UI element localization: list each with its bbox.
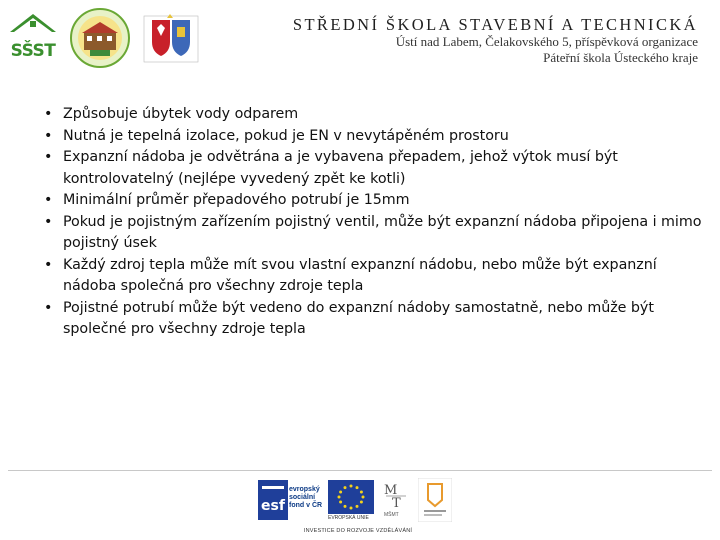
svg-text:M: M (384, 483, 398, 498)
footer-caption: INVESTICE DO ROZVOJE VZDĚLÁVÁNÍ (303, 528, 413, 534)
bullet-item: • Způsobuje úbytek vody odparem (44, 104, 708, 126)
eu-flag-icon (328, 480, 374, 514)
ssst-logo-text: SŠST (10, 41, 56, 61)
bullet-list (44, 104, 708, 341)
school-address: Ústí nad Labem, Čelakovského 5, příspěvková organizace (395, 34, 698, 49)
bullet-item: • Minimální průměr přepadového potrubí je 15mm (44, 190, 708, 212)
esf-logo (258, 480, 324, 524)
bullet-item: • Pokud je pojistným zařízením pojistný ventil, může být expanzní nádoba připojena i mimo pojistný úsek (44, 212, 708, 255)
footer-logos (258, 478, 458, 536)
bullet-item: • Pojistné potrubí může být vedeno do expanzní nádoby samostatně, nebo může být společné pro všechny zdroje tepla (44, 298, 708, 341)
school-tagline: Páteřní škola Ústeckého kraje (543, 50, 698, 65)
msmt-text: MŠMT (384, 512, 399, 518)
esf-text: evropský sociální fond v ČR (289, 486, 323, 509)
ssst-logo-icon (6, 12, 60, 64)
eu-flag-logo (328, 480, 378, 526)
bullet-item: • Nutná je tepelná izolace, pokud je EN v nevytápěném prostoru (44, 126, 708, 148)
slide-header (0, 0, 720, 72)
region-crest-logo (140, 10, 202, 66)
esf-logo-icon (258, 480, 288, 520)
msmt-logo-icon (382, 480, 410, 510)
msmt-logo (382, 480, 412, 526)
opvk-logo-icon (418, 478, 452, 522)
svg-text:esf: esf (261, 498, 285, 514)
logo-group (6, 8, 202, 68)
region-crest-icon (140, 10, 202, 66)
svg-text:T: T (392, 496, 401, 510)
opvk-logo (418, 478, 454, 526)
bullet-item: • Každý zdroj tepla může mít svou vlastní expanzní nádobu, nebo může být expanzní nádoba společná pro všechny zdroje tepla (44, 255, 708, 298)
bullet-item: • Expanzní nádoba je odvětrána a je vybavena přepadem, jehož výtok musí být kontrolovatelný (nejlépe vyvedený zpět ke kotli) (44, 147, 708, 190)
school-emblem-icon (72, 10, 128, 66)
footer-divider (8, 470, 712, 471)
school-emblem-logo (70, 8, 130, 68)
ssst-logo (6, 12, 60, 64)
school-name: STŘEDNÍ ŠKOLA STAVEBNÍ A TECHNICKÁ (292, 15, 698, 34)
eu-text: EVROPSKÁ UNIE (328, 515, 369, 521)
